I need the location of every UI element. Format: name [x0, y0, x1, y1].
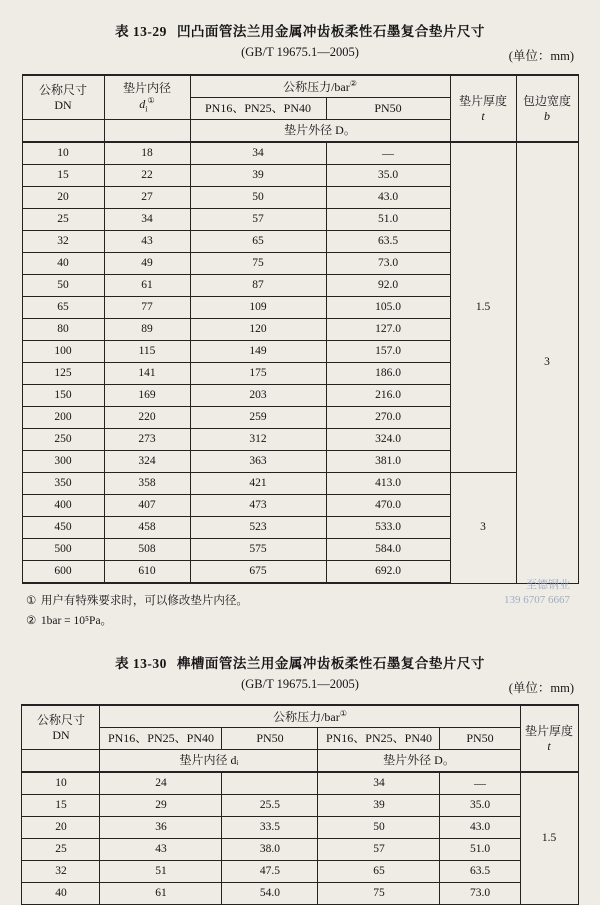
table2-header-block [0, 638, 600, 695]
table2-col-pn16-40-inner: PN16、PN25、PN40 [100, 728, 222, 750]
table2-title [0, 652, 600, 672]
table-row: 350 358 421 413.0 3 [22, 473, 578, 495]
table2-title-number: 表 13-30 [115, 656, 167, 671]
note-1: ① 用户有特殊要求时，可以修改垫片内径。 [26, 595, 248, 607]
table2-col-pn50-inner: PN50 [222, 728, 318, 750]
table-row: 150 169 203 216.0 [22, 385, 578, 407]
table2-title-text: 榫槽面管法兰用金属冲齿板柔性石墨复合垫片尺寸 [176, 656, 485, 671]
table-row: 500 508 575 584.0 [22, 539, 578, 561]
table1-thickness-2: 3 [450, 473, 516, 584]
table-row: 100 115 149 157.0 [22, 341, 578, 363]
table2-header-row-1 [22, 705, 578, 728]
table-row: 400 407 473 470.0 [22, 495, 578, 517]
table-row: 300 324 363 381.0 [22, 451, 578, 473]
watermark-line2: 139 6707 6667 [504, 593, 570, 606]
table-row: 10 18 34 — 1.5 3 [22, 142, 578, 165]
table-row: 65 77 109 105.0 [22, 297, 578, 319]
table1-standard: (GB/T 19675.1—2005) [241, 45, 359, 59]
table1-col-dn: 公称尺寸 DN [22, 75, 104, 120]
table1-col-outer: 垫片外径 D。 [190, 120, 450, 143]
table2-col-thickness: 垫片厚度 t [520, 705, 578, 772]
table-row: 40 61 54.0 75 73.0 [22, 883, 578, 905]
table-row: 40 49 75 73.0 [22, 253, 578, 275]
watermark [504, 578, 570, 608]
table-row: 15 29 25.5 39 35.0 [22, 795, 578, 817]
table-row: 50 61 87 92.0 [22, 275, 578, 297]
table2-standard: (GB/T 19675.1—2005) [241, 677, 359, 691]
table-row: 32 51 47.5 65 63.5 [22, 861, 578, 883]
table2 [21, 704, 578, 905]
table1-col-pressure: 公称压力/bar② [190, 75, 450, 98]
table1-thickness-1: 1.5 [450, 142, 516, 473]
table1-title [0, 20, 600, 40]
table-row: 125 141 175 186.0 [22, 363, 578, 385]
table1 [22, 74, 579, 584]
table2-thickness: 1.5 [520, 772, 578, 905]
table-row: 250 273 312 324.0 [22, 429, 578, 451]
table1-col-inner: 垫片内径 $d_i^①$ [104, 75, 190, 120]
table2-col-pn50-outer: PN50 [440, 728, 520, 750]
table2-group-inner: 垫片内径 dᵢ [100, 750, 318, 773]
table1-title-number: 表 13-29 [115, 24, 167, 39]
table1-unit: (单位：mm) [508, 49, 574, 63]
table1-header-row-1 [22, 75, 578, 98]
table1-notes [22, 592, 578, 628]
table2-col-dn: 公称尺寸 DN [22, 705, 100, 750]
table2-group-outer: 垫片外径 D。 [318, 750, 520, 773]
table1-col-edge: 包边宽度 b [516, 75, 578, 142]
table-row: 10 24 34 — 1.5 [22, 772, 578, 795]
table1-col-pn16-40: PN16、PN25、PN40 [190, 98, 326, 120]
table1-edge: 3 [516, 142, 578, 583]
table2-col-pressure: 公称压力/bar① [100, 705, 520, 728]
table-row: 32 43 65 63.5 [22, 231, 578, 253]
table1-col-thickness: 垫片厚度 t [450, 75, 516, 142]
table-row: 20 27 50 43.0 [22, 187, 578, 209]
table1-header-block [0, 0, 600, 63]
table-row: 20 36 33.5 50 43.0 [22, 817, 578, 839]
table1-col-pn50: PN50 [326, 98, 450, 120]
table-row: 15 22 39 35.0 [22, 165, 578, 187]
table2-header-row-2 [22, 728, 578, 750]
table2-header-row-3 [22, 750, 578, 773]
table-row: 25 34 57 51.0 [22, 209, 578, 231]
table2-col-pn16-40-outer: PN16、PN25、PN40 [318, 728, 440, 750]
table1-title-text: 凹凸面管法兰用金属冲齿板柔性石墨复合垫片尺寸 [176, 24, 485, 39]
table-row: 25 43 38.0 57 51.0 [22, 839, 578, 861]
table-row: 600 610 675 692.0 [22, 561, 578, 584]
table-row: 80 89 120 127.0 [22, 319, 578, 341]
table-row: 450 458 523 533.0 [22, 517, 578, 539]
watermark-line1: 至德钢业 [526, 579, 570, 591]
note-2: ② 1bar = 10⁵Pa。 [26, 615, 113, 627]
table-row: 200 220 259 270.0 [22, 407, 578, 429]
table2-unit: (单位：mm) [508, 681, 574, 695]
